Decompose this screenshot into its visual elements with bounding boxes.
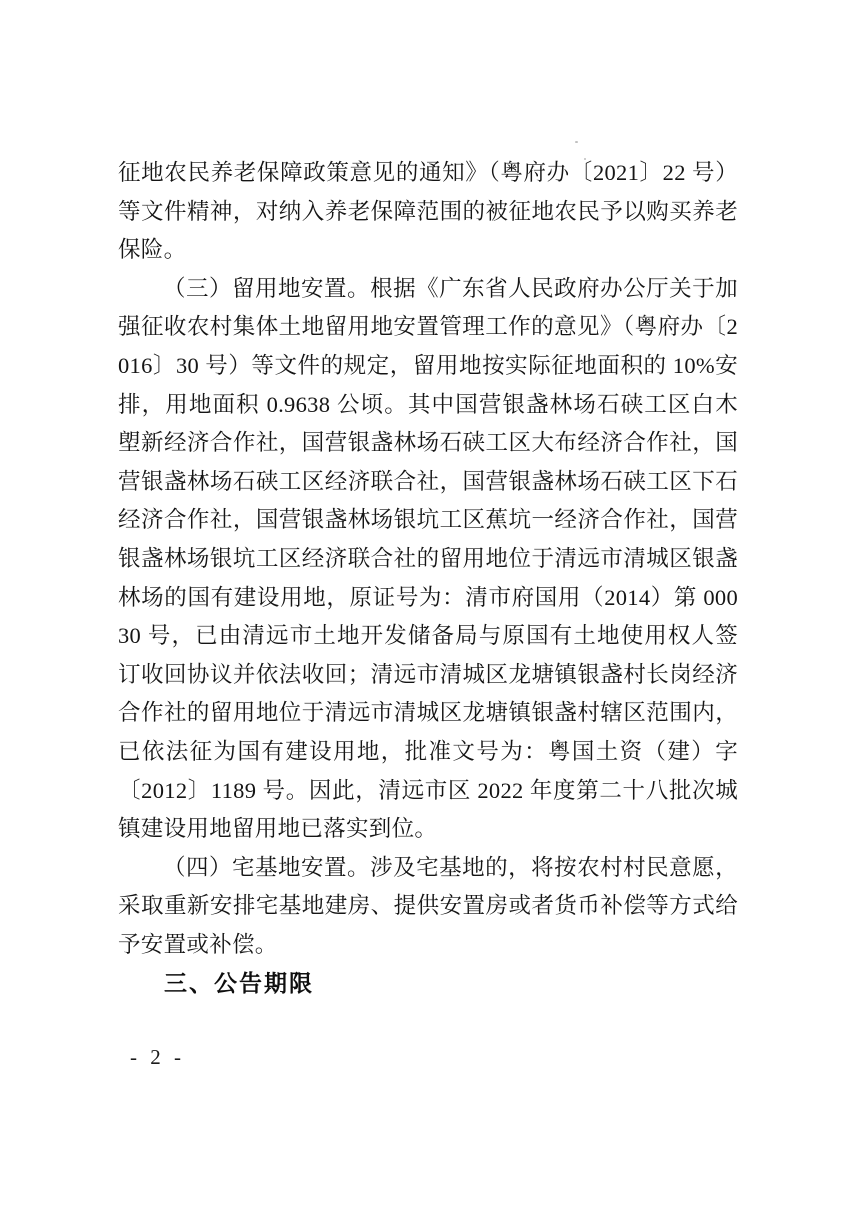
paragraph-continuation: 征地农民养老保障政策意见的通知》（粤府办〔2021〕22 号）等文件精神，对纳入养老保障范围的被征地农民予以购买养老保险。	[118, 160, 738, 263]
page-number: - 2 -	[130, 1045, 185, 1069]
scan-speck	[584, 158, 586, 160]
scan-speck	[575, 141, 578, 143]
document-text-block	[118, 154, 738, 1003]
section-heading-announcement-period: 三、公告期限	[164, 970, 314, 997]
paragraph-liuyongdi-resettlement: （三）留用地安置。根据《广东省人民政府办公厅关于加强征收农村集体土地留用地安置管理工作的意见》（粤府办〔2016〕30 号）等文件的规定，留用地按实际征地面积的 10%安排，用地面积 0.9638 公顷。其中国营银盏林场石硖工区白木塱新经济合作社，国营银盏林场石硖工区大布经济合作社，国营银盏林场石硖工区经济联合社，国营银盏林场石硖工区下石经济合作社，国营银盏林场银坑工区蕉坑一经济合作社，国营银盏林场银坑工区经济联合社的留用地位于清远市清城区银盏林场的国有建设用地，原证号为：清市府国用（2014）第 00030 号，已由清远市土地开发储备局与原国有土地使用权人签订收回协议并依法收回；清远市清城区龙塘镇银盏村长岗经济合作社的留用地位于清远市清城区龙塘镇银盏村辖区范围内，已依法征为国有建设用地，批准文号为：粤国土资（建）字〔2012〕1189 号。因此，清远市区 2022 年度第二十八批次城镇建设用地留用地已落实到位。	[118, 275, 738, 842]
paragraph-zhaijidi-resettlement: （四）宅基地安置。涉及宅基地的，将按农村村民意愿，采取重新安排宅基地建房、提供安置房或者货币补偿等方式给予安置或补偿。	[118, 854, 738, 957]
